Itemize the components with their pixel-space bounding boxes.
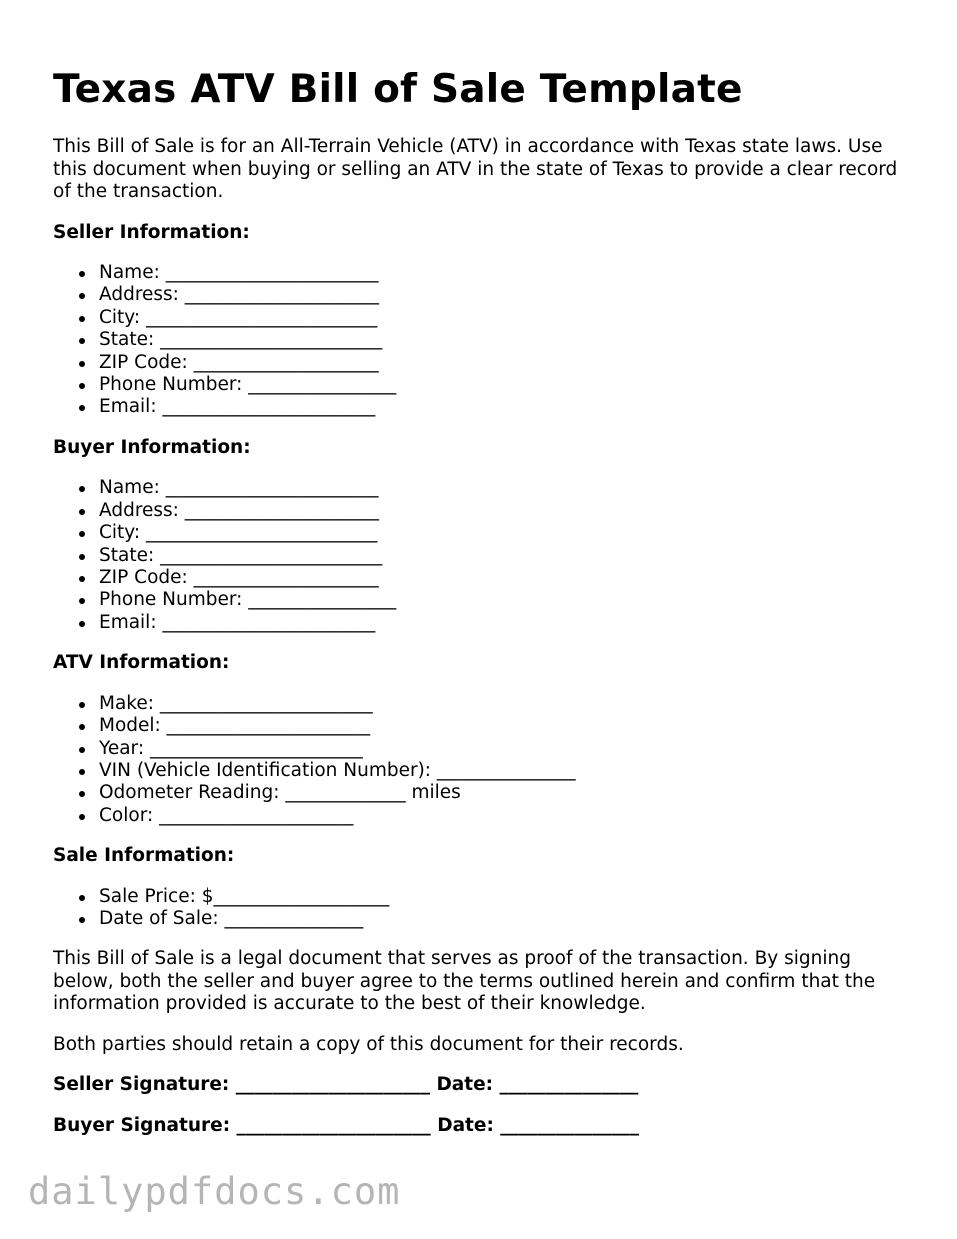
atv-make-field: Make: _______________________ [99,693,913,715]
atv-odometer-field: Odometer Reading: _____________ miles [99,782,913,804]
buyer-address-field: Address: _____________________ [99,500,913,522]
buyer-zip-field: ZIP Code: ____________________ [99,567,913,589]
sale-heading: Sale Information: [53,845,235,867]
document-page [53,62,913,1155]
buyer-phone-field: Phone Number: ________________ [99,589,913,611]
seller-address-field: Address: _____________________ [99,284,913,306]
seller-signature-line: Seller Signature: _____________________ Date: _______________ [53,1074,639,1096]
seller-heading: Seller Information: [53,221,250,243]
buyer-list [53,477,913,634]
atv-list [53,693,913,827]
legal-paragraph: This Bill of Sale is a legal document that serves as proof of the transaction. By signing below, both the seller and buyer agree to the terms outlined herein and confirm that the information provided is accurate to the best of their knowledge. [53,948,876,1015]
buyer-city-field: City: _________________________ [99,522,913,544]
buyer-email-field: Email: _______________________ [99,612,913,634]
buyer-state-field: State: ________________________ [99,545,913,567]
atv-model-field: Model: ______________________ [99,715,913,737]
seller-name-field: Name: _______________________ [99,262,913,284]
retain-paragraph: Both parties should retain a copy of this document for their records. [53,1033,684,1055]
sale-list [53,886,913,931]
seller-zip-field: ZIP Code: ____________________ [99,352,913,374]
seller-list [53,262,913,419]
atv-year-field: Year: _______________________ [99,738,913,760]
seller-phone-field: Phone Number: ________________ [99,374,913,396]
seller-email-field: Email: _______________________ [99,396,913,418]
buyer-heading: Buyer Information: [53,436,251,458]
page-title: Texas ATV Bill of Sale Template [53,67,743,112]
atv-heading: ATV Information: [53,652,230,674]
atv-vin-field: VIN (Vehicle Identification Number): _______________ [99,760,913,782]
watermark: dailypdfdocs.com [28,1170,401,1213]
intro-paragraph: This Bill of Sale is for an All-Terrain Vehicle (ATV) in accordance with Texas state laws. Use this document when buying or selling an ATV in the state of Texas to provide a clear record of the transaction. [53,136,898,202]
buyer-signature-line: Buyer Signature: _____________________ Date: _______________ [53,1114,640,1136]
seller-state-field: State: ________________________ [99,329,913,351]
sale-price-field: Sale Price: $___________________ [99,886,913,908]
sale-date-field: Date of Sale: _______________ [99,908,913,930]
seller-city-field: City: _________________________ [99,307,913,329]
atv-color-field: Color: _____________________ [99,805,913,827]
buyer-name-field: Name: _______________________ [99,477,913,499]
